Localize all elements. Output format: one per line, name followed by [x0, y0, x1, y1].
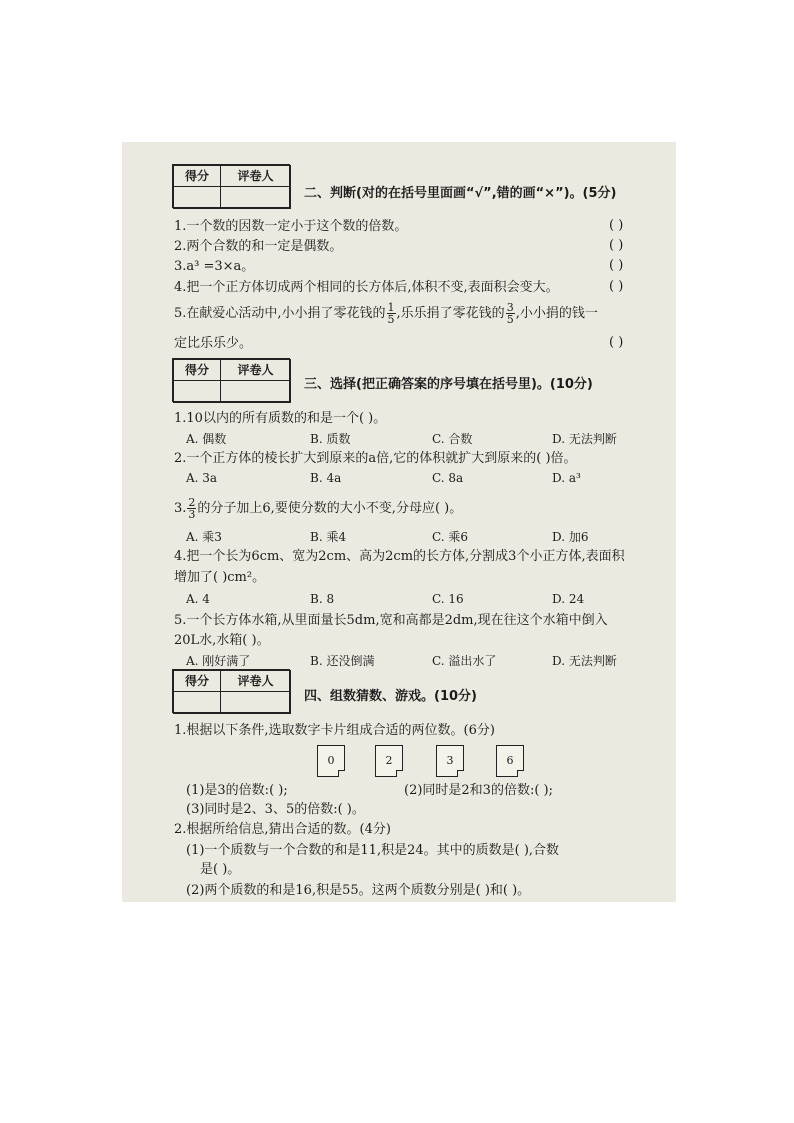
choice-q3-text: 的分子加上6,要使分数的大小不变,分母应( )。 — [197, 501, 463, 516]
judge-q5 — [174, 302, 598, 325]
game-q2-2: (2)两个质数的和是16,积是55。这两个质数分别是( )和( )。 — [186, 883, 531, 898]
option-b[interactable]: B. 8 — [310, 592, 335, 606]
score-box — [172, 358, 290, 402]
grader-cell — [220, 186, 291, 209]
judge-q2: 2.两个合数的和一定是偶数。 — [174, 239, 343, 254]
section-4-title: 四、组数猜数、游戏。(10分) — [304, 689, 477, 704]
game-q1: 1.根据以下条件,选取数字卡片组成合适的两位数。(6分) — [174, 723, 495, 738]
option-b[interactable]: B. 还没倒满 — [310, 654, 375, 668]
digit-card[interactable]: 6 — [496, 745, 524, 777]
answer-paren[interactable]: ( ) — [609, 279, 624, 294]
option-a[interactable]: A. 3a — [186, 471, 218, 485]
grader-cell — [220, 380, 291, 403]
section-3-title: 三、选择(把正确答案的序号填在括号里)。(10分) — [304, 377, 593, 392]
score-cell — [173, 186, 221, 209]
fraction: $\frac{2}{3}$ — [188, 496, 196, 521]
option-d[interactable]: D. 无法判断 — [552, 432, 617, 446]
answer-paren[interactable]: ( ) — [609, 238, 624, 253]
choice-q4-cont: 增加了( )cm²。 — [174, 570, 266, 585]
judge-q5-part1: 5.在献爱心活动中,小小捐了零花钱的 — [174, 306, 386, 321]
question-number: 3. — [174, 501, 187, 516]
option-a[interactable]: A. 4 — [186, 592, 210, 606]
option-d[interactable]: D. 24 — [552, 592, 585, 606]
option-c[interactable]: C. 乘6 — [432, 530, 469, 544]
option-c[interactable]: C. 合数 — [432, 432, 473, 446]
section-2-title: 二、判断(对的在括号里面画“√”,错的画“×”)。(5分) — [304, 186, 617, 201]
judge-q1: 1.一个数的因数一定小于这个数的倍数。 — [174, 219, 408, 234]
option-c[interactable]: C. 溢出水了 — [432, 654, 497, 668]
option-b[interactable]: B. 质数 — [310, 432, 351, 446]
judge-q4: 4.把一个正方体切成两个相同的长方体后,体积不变,表面积会变大。 — [174, 280, 559, 295]
option-b[interactable]: B. 4a — [310, 471, 342, 485]
choice-q4: 4.把一个长为6cm、宽为2cm、高为2cm的长方体,分割成3个小正方体,表面积 — [174, 549, 625, 564]
score-box — [172, 164, 290, 208]
game-q1-1: (1)是3的倍数:( ); — [186, 783, 288, 798]
choice-q1: 1.10以内的所有质数的和是一个( )。 — [174, 411, 387, 426]
option-d[interactable]: D. 无法判断 — [552, 654, 617, 668]
option-a[interactable]: A. 刚好满了 — [186, 654, 251, 668]
score-label: 得分 — [173, 670, 221, 692]
grader-label: 评卷人 — [220, 165, 291, 187]
digit-card[interactable]: 0 — [317, 745, 345, 777]
score-cell — [173, 691, 221, 714]
option-c[interactable]: C. 16 — [432, 592, 464, 606]
exam-page — [122, 142, 676, 902]
judge-q5-part3: ,小小捐的钱一 — [515, 306, 598, 321]
score-box — [172, 669, 290, 713]
game-q1-2: (2)同时是2和3的倍数:( ); — [404, 783, 553, 798]
fraction: $\frac{1}{5}$ — [387, 301, 395, 326]
grader-label: 评卷人 — [220, 359, 291, 381]
digit-card[interactable]: 3 — [436, 745, 464, 777]
answer-paren[interactable]: ( ) — [609, 258, 624, 273]
grader-label: 评卷人 — [220, 670, 291, 692]
judge-q3: 3.a³ =3×a。 — [174, 259, 255, 274]
score-label: 得分 — [173, 165, 221, 187]
choice-q3 — [174, 497, 462, 520]
digit-card[interactable]: 2 — [375, 745, 403, 777]
score-cell — [173, 380, 221, 403]
game-q1-3: (3)同时是2、3、5的倍数:( )。 — [186, 802, 365, 817]
answer-paren[interactable]: ( ) — [609, 218, 624, 233]
score-label: 得分 — [173, 359, 221, 381]
choice-q2: 2.一个正方体的棱长扩大到原来的a倍,它的体积就扩大到原来的( )倍。 — [174, 451, 577, 466]
answer-paren[interactable]: ( ) — [609, 335, 624, 350]
game-q2-1-cont: 是( )。 — [200, 862, 241, 877]
option-b[interactable]: B. 乘4 — [310, 530, 347, 544]
judge-q5-part2: ,乐乐捐了零花钱的 — [396, 306, 505, 321]
option-a[interactable]: A. 偶数 — [186, 432, 227, 446]
judge-q5-cont: 定比乐乐少。 — [174, 336, 253, 351]
option-a[interactable]: A. 乘3 — [186, 530, 222, 544]
option-d[interactable]: D. a³ — [552, 471, 581, 485]
game-q2-1: (1)一个质数与一个合数的和是11,积是24。其中的质数是( ),合数 — [186, 843, 560, 858]
choice-q5: 5.一个长方体水箱,从里面量长5dm,宽和高都是2dm,现在往这个水箱中倒入 — [174, 613, 608, 628]
option-d[interactable]: D. 加6 — [552, 530, 589, 544]
choice-q5-cont: 20L水,水箱( )。 — [174, 633, 270, 648]
option-c[interactable]: C. 8a — [432, 471, 464, 485]
fraction: $\frac{3}{5}$ — [506, 301, 514, 326]
grader-cell — [220, 691, 291, 714]
game-q2: 2.根据所给信息,猜出合适的数。(4分) — [174, 822, 391, 837]
